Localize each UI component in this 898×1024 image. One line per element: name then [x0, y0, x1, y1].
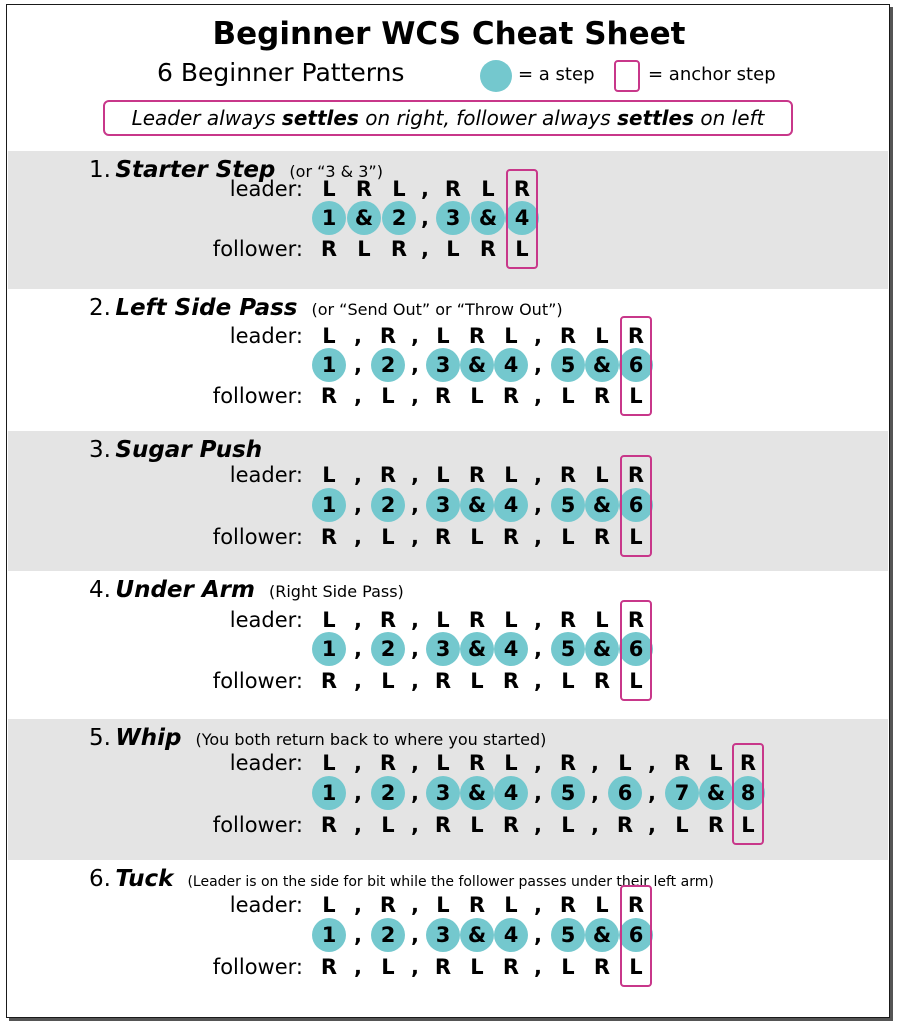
- foot-step: R: [320, 525, 338, 549]
- foot-step: L: [322, 893, 336, 917]
- foot-step: R: [468, 463, 486, 487]
- pattern-number: 6.: [89, 866, 111, 892]
- pattern-name: Under Arm: [115, 577, 255, 603]
- step-count: &: [460, 348, 494, 382]
- pattern-name: Starter Step: [115, 157, 276, 183]
- pattern-name: Whip: [115, 725, 182, 751]
- leader-label: leader:: [229, 751, 303, 775]
- foot-step: R: [627, 893, 645, 917]
- follower-row: [8, 950, 888, 984]
- leader-label: leader:: [229, 463, 303, 487]
- foot-step: R: [434, 813, 452, 837]
- foot-step: R: [434, 669, 452, 693]
- separator: ,: [354, 637, 362, 661]
- foot-step: R: [320, 955, 338, 979]
- foot-step: R: [379, 463, 397, 487]
- foot-step: L: [470, 525, 484, 549]
- leader-label: leader:: [229, 177, 303, 201]
- leader-row: [8, 888, 888, 922]
- step-count: 4: [494, 918, 528, 952]
- follower-label: follower:: [212, 525, 303, 549]
- step-count: 2: [371, 632, 405, 666]
- separator: ,: [411, 493, 419, 517]
- foot-step: R: [707, 813, 725, 837]
- separator: ,: [534, 781, 542, 805]
- separator: ,: [411, 751, 419, 775]
- separator: ,: [421, 177, 429, 201]
- foot-step: R: [593, 669, 611, 693]
- foot-step: R: [627, 463, 645, 487]
- separator: ,: [534, 525, 542, 549]
- step-count: &: [460, 776, 494, 810]
- foot-step: R: [320, 813, 338, 837]
- step-count: 5: [551, 488, 585, 522]
- page-title: Beginner WCS Cheat Sheet: [212, 16, 686, 52]
- foot-step: L: [322, 463, 336, 487]
- anchor-step-box: [620, 316, 652, 416]
- foot-step: R: [739, 751, 757, 775]
- foot-step: R: [434, 525, 452, 549]
- foot-step: R: [320, 384, 338, 408]
- foot-step: L: [561, 813, 575, 837]
- follower-label: follower:: [212, 384, 303, 408]
- count-row: [8, 201, 888, 235]
- anchor-step-box: [620, 600, 652, 701]
- step-count: 5: [551, 918, 585, 952]
- step-count: 2: [371, 348, 405, 382]
- rule-text: Leader always: [131, 106, 282, 130]
- step-count: 2: [371, 488, 405, 522]
- foot-step: L: [381, 384, 395, 408]
- step-count: &: [460, 632, 494, 666]
- follower-label: follower:: [212, 955, 303, 979]
- foot-step: R: [559, 751, 577, 775]
- separator: ,: [411, 384, 419, 408]
- foot-step: L: [381, 955, 395, 979]
- foot-step: L: [504, 608, 518, 632]
- step-count: &: [699, 776, 733, 810]
- separator: ,: [354, 324, 362, 348]
- step-count: 4: [494, 488, 528, 522]
- step-count: &: [460, 918, 494, 952]
- pattern-number: 5.: [89, 725, 111, 751]
- step-count: 1: [312, 201, 346, 235]
- follower-row: [8, 232, 888, 266]
- leader-row: [8, 458, 888, 492]
- foot-step: R: [468, 751, 486, 775]
- foot-step: R: [320, 669, 338, 693]
- step-count: 3: [426, 488, 460, 522]
- foot-step: L: [322, 608, 336, 632]
- pattern-note: (Leader is on the side for bit while the follower passes under their left arm): [187, 874, 714, 890]
- foot-step: R: [434, 384, 452, 408]
- rule-text: on left: [694, 106, 765, 130]
- separator: ,: [354, 463, 362, 487]
- step-count: 3: [436, 201, 470, 235]
- rule-emphasis: settles: [281, 106, 359, 130]
- step-count: 3: [426, 776, 460, 810]
- foot-step: R: [559, 893, 577, 917]
- step-count: 5: [551, 776, 585, 810]
- foot-step: L: [595, 608, 609, 632]
- foot-step: L: [675, 813, 689, 837]
- pattern-note: (or “Send Out” or “Throw Out”): [311, 300, 563, 319]
- separator: ,: [354, 493, 362, 517]
- foot-step: L: [741, 813, 755, 837]
- foot-step: L: [381, 669, 395, 693]
- foot-step: R: [502, 669, 520, 693]
- separator: ,: [648, 781, 656, 805]
- anchor-step-box: [732, 743, 764, 845]
- step-count: 6: [619, 918, 653, 952]
- step-count: 5: [551, 632, 585, 666]
- foot-step: L: [629, 384, 643, 408]
- separator: ,: [411, 923, 419, 947]
- foot-step: L: [436, 751, 450, 775]
- step-count: 7: [665, 776, 699, 810]
- foot-step: L: [436, 608, 450, 632]
- follower-label: follower:: [212, 669, 303, 693]
- pattern-heading: [89, 295, 563, 321]
- rule-emphasis: settles: [617, 106, 695, 130]
- separator: ,: [591, 751, 599, 775]
- pattern-section: [8, 431, 888, 571]
- separator: ,: [534, 813, 542, 837]
- foot-step: L: [381, 525, 395, 549]
- separator: ,: [354, 525, 362, 549]
- foot-step: R: [559, 324, 577, 348]
- foot-step: L: [470, 384, 484, 408]
- pattern-number: 4.: [89, 577, 111, 603]
- foot-step: L: [436, 893, 450, 917]
- separator: ,: [411, 893, 419, 917]
- separator: ,: [354, 353, 362, 377]
- separator: ,: [354, 669, 362, 693]
- count-row: [8, 918, 888, 952]
- foot-step: R: [320, 237, 338, 261]
- pattern-name: Sugar Push: [115, 437, 263, 463]
- foot-step: R: [479, 237, 497, 261]
- step-count: 1: [312, 488, 346, 522]
- separator: ,: [411, 955, 419, 979]
- step-count: &: [471, 201, 505, 235]
- leader-label: leader:: [229, 324, 303, 348]
- separator: ,: [534, 384, 542, 408]
- separator: ,: [411, 324, 419, 348]
- foot-step: R: [379, 751, 397, 775]
- foot-step: L: [504, 324, 518, 348]
- foot-step: L: [481, 177, 495, 201]
- pattern-number: 2.: [89, 295, 111, 321]
- separator: ,: [534, 923, 542, 947]
- foot-step: L: [322, 177, 336, 201]
- pattern-section: [8, 719, 888, 860]
- follower-label: follower:: [212, 237, 303, 261]
- foot-step: R: [513, 177, 531, 201]
- separator: ,: [534, 493, 542, 517]
- pattern-name: Tuck: [115, 866, 174, 892]
- foot-step: R: [468, 608, 486, 632]
- separator: ,: [534, 353, 542, 377]
- separator: ,: [411, 353, 419, 377]
- foot-step: R: [559, 463, 577, 487]
- foot-step: L: [561, 955, 575, 979]
- separator: ,: [411, 669, 419, 693]
- separator: ,: [534, 893, 542, 917]
- step-count: 1: [312, 348, 346, 382]
- separator: ,: [354, 813, 362, 837]
- step-count: 1: [312, 776, 346, 810]
- rule-text: on right, follower always: [358, 106, 618, 130]
- step-count: 6: [608, 776, 642, 810]
- foot-step: L: [629, 955, 643, 979]
- separator: ,: [411, 463, 419, 487]
- foot-step: L: [436, 324, 450, 348]
- separator: ,: [411, 608, 419, 632]
- step-count: 3: [426, 348, 460, 382]
- foot-step: R: [390, 237, 408, 261]
- foot-step: L: [504, 751, 518, 775]
- foot-step: R: [502, 525, 520, 549]
- foot-step: L: [618, 751, 632, 775]
- separator: ,: [534, 637, 542, 661]
- count-row: [8, 348, 888, 382]
- step-count: 2: [371, 918, 405, 952]
- pattern-section: [8, 289, 888, 431]
- foot-step: L: [504, 893, 518, 917]
- separator: ,: [354, 781, 362, 805]
- anchor-legend-label: = anchor step: [648, 64, 776, 85]
- foot-step: L: [709, 751, 723, 775]
- foot-step: L: [470, 669, 484, 693]
- count-row: [8, 632, 888, 666]
- step-count: 6: [619, 348, 653, 382]
- pattern-section: [8, 571, 888, 719]
- settle-rule-banner: [103, 100, 793, 136]
- separator: ,: [411, 781, 419, 805]
- foot-step: L: [561, 384, 575, 408]
- step-legend-label: = a step: [518, 64, 595, 85]
- foot-step: R: [593, 955, 611, 979]
- follower-row: [8, 664, 888, 698]
- pattern-number: 1.: [89, 157, 111, 183]
- leader-label: leader:: [229, 893, 303, 917]
- foot-step: L: [595, 463, 609, 487]
- foot-step: L: [561, 669, 575, 693]
- separator: ,: [354, 751, 362, 775]
- foot-step: R: [379, 324, 397, 348]
- foot-step: L: [629, 669, 643, 693]
- foot-step: L: [561, 525, 575, 549]
- foot-step: R: [355, 177, 373, 201]
- separator: ,: [411, 637, 419, 661]
- step-count: 3: [426, 918, 460, 952]
- foot-step: L: [446, 237, 460, 261]
- foot-step: R: [502, 384, 520, 408]
- separator: ,: [591, 781, 599, 805]
- foot-step: R: [379, 893, 397, 917]
- pattern-note: (You both return back to where you started): [195, 730, 547, 749]
- foot-step: L: [595, 324, 609, 348]
- foot-step: R: [627, 608, 645, 632]
- foot-step: L: [436, 463, 450, 487]
- pattern-note: (or “3 & 3”): [289, 162, 383, 181]
- separator: ,: [534, 463, 542, 487]
- foot-step: R: [616, 813, 634, 837]
- foot-step: L: [322, 751, 336, 775]
- step-count: 5: [551, 348, 585, 382]
- separator: ,: [354, 384, 362, 408]
- foot-step: L: [515, 237, 529, 261]
- separator: ,: [534, 324, 542, 348]
- separator: ,: [648, 751, 656, 775]
- step-count: 2: [371, 776, 405, 810]
- step-count: 6: [619, 488, 653, 522]
- foot-step: L: [595, 893, 609, 917]
- step-count: 3: [426, 632, 460, 666]
- separator: ,: [534, 955, 542, 979]
- step-count: &: [347, 201, 381, 235]
- page-subtitle: 6 Beginner Patterns: [157, 58, 405, 87]
- step-count: 4: [494, 776, 528, 810]
- anchor-step-box: [620, 885, 652, 987]
- foot-step: L: [504, 463, 518, 487]
- step-count: &: [585, 632, 619, 666]
- pattern-name: Left Side Pass: [115, 295, 298, 321]
- step-count: 8: [731, 776, 765, 810]
- foot-step: L: [392, 177, 406, 201]
- separator: ,: [421, 237, 429, 261]
- count-row: [8, 488, 888, 522]
- step-count: 1: [312, 918, 346, 952]
- step-count: 6: [619, 632, 653, 666]
- step-count: 4: [494, 348, 528, 382]
- foot-step: R: [593, 525, 611, 549]
- foot-step: L: [470, 813, 484, 837]
- separator: ,: [534, 669, 542, 693]
- leader-label: leader:: [229, 608, 303, 632]
- foot-step: L: [322, 324, 336, 348]
- step-count: 4: [494, 632, 528, 666]
- foot-step: L: [629, 525, 643, 549]
- foot-step: R: [502, 955, 520, 979]
- pattern-note: (Right Side Pass): [268, 582, 404, 601]
- step-count: &: [585, 488, 619, 522]
- step-count: 1: [312, 632, 346, 666]
- foot-step: R: [593, 384, 611, 408]
- foot-step: L: [357, 237, 371, 261]
- foot-step: R: [673, 751, 691, 775]
- foot-step: L: [470, 955, 484, 979]
- foot-step: L: [381, 813, 395, 837]
- step-count: &: [585, 918, 619, 952]
- step-count: &: [585, 348, 619, 382]
- anchor-legend-swatch: [614, 60, 640, 92]
- step-count: 2: [382, 201, 416, 235]
- pattern-section: [8, 151, 888, 289]
- step-legend-swatch: [480, 60, 512, 92]
- foot-step: R: [627, 324, 645, 348]
- separator: ,: [421, 206, 429, 230]
- follower-row: [8, 520, 888, 554]
- separator: ,: [354, 608, 362, 632]
- separator: ,: [354, 923, 362, 947]
- step-count: &: [460, 488, 494, 522]
- foot-step: R: [502, 813, 520, 837]
- step-count: 4: [505, 201, 539, 235]
- separator: ,: [648, 813, 656, 837]
- follower-row: [8, 379, 888, 413]
- pattern-heading: [89, 577, 404, 603]
- separator: ,: [534, 608, 542, 632]
- anchor-step-box: [506, 169, 538, 269]
- separator: ,: [354, 955, 362, 979]
- separator: ,: [411, 525, 419, 549]
- separator: ,: [591, 813, 599, 837]
- follower-label: follower:: [212, 813, 303, 837]
- foot-step: R: [444, 177, 462, 201]
- separator: ,: [354, 893, 362, 917]
- separator: ,: [411, 813, 419, 837]
- foot-step: R: [379, 608, 397, 632]
- foot-step: R: [468, 324, 486, 348]
- pattern-section: [8, 860, 888, 1009]
- foot-step: R: [559, 608, 577, 632]
- foot-step: R: [434, 955, 452, 979]
- separator: ,: [534, 751, 542, 775]
- foot-step: R: [468, 893, 486, 917]
- pattern-number: 3.: [89, 437, 111, 463]
- anchor-step-box: [620, 455, 652, 557]
